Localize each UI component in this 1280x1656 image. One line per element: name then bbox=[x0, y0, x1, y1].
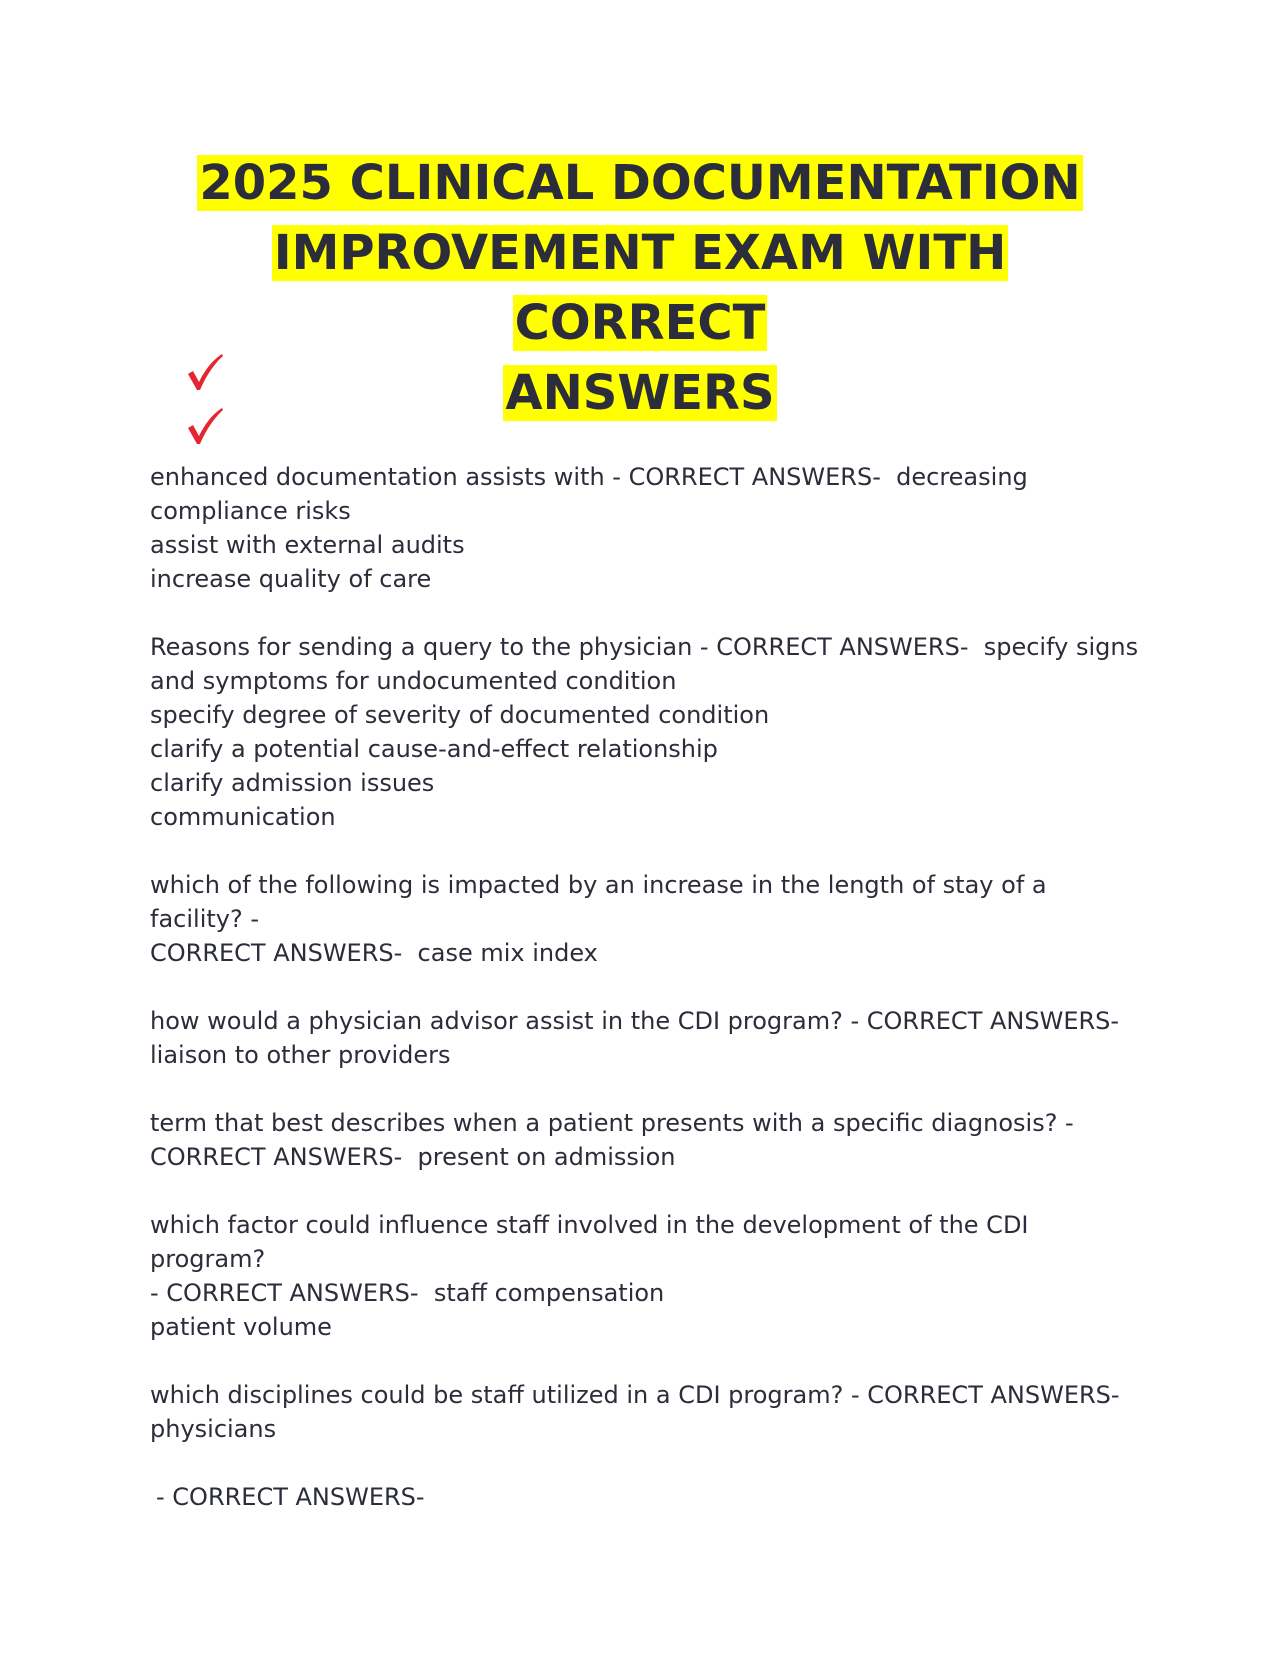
qa-line: liaison to other providers bbox=[150, 1041, 451, 1069]
qa-line: Reasons for sending a query to the physician - CORRECT ANSWERS- specify signs bbox=[150, 633, 1139, 661]
qa-line: term that best describes when a patient presents with a specific diagnosis? - bbox=[150, 1109, 1074, 1137]
qa-line: how would a physician advisor assist in the CDI program? - CORRECT ANSWERS- bbox=[150, 1007, 1120, 1035]
checkmark-icon bbox=[186, 406, 224, 446]
title-line-3: ANSWERS bbox=[505, 365, 775, 421]
title-line-2: IMPROVEMENT EXAM WITH CORRECT bbox=[273, 225, 1007, 351]
checkmark-group bbox=[186, 352, 224, 460]
qa-line: communication bbox=[150, 803, 336, 831]
qa-line: - CORRECT ANSWERS- staff compensation bbox=[150, 1279, 665, 1307]
qa-line: patient volume bbox=[150, 1313, 332, 1341]
qa-item bbox=[150, 1378, 1140, 1446]
qa-line: physicians bbox=[150, 1415, 277, 1443]
qa-line: CORRECT ANSWERS- present on admission bbox=[150, 1143, 676, 1171]
qa-item bbox=[150, 1208, 1140, 1344]
qa-item bbox=[150, 630, 1140, 834]
qa-item bbox=[150, 1004, 1140, 1072]
qa-item bbox=[150, 1106, 1140, 1174]
qa-line: compliance risks bbox=[150, 497, 351, 525]
qa-list bbox=[150, 460, 1140, 1548]
qa-line: clarify a potential cause-and-effect relationship bbox=[150, 735, 718, 763]
qa-item bbox=[150, 460, 1140, 596]
qa-line: which factor could influence staff involved in the development of the CDI program? bbox=[150, 1211, 1037, 1273]
title-line-1: 2025 CLINICAL DOCUMENTATION bbox=[199, 155, 1081, 211]
qa-line: and symptoms for undocumented condition bbox=[150, 667, 677, 695]
qa-item-trailing bbox=[150, 1480, 1140, 1514]
qa-line: which of the following is impacted by an increase in the length of stay of a facility? - bbox=[150, 871, 1055, 933]
qa-line: increase quality of care bbox=[150, 565, 432, 593]
qa-item bbox=[150, 868, 1140, 970]
qa-line: - CORRECT ANSWERS- bbox=[156, 1483, 425, 1511]
qa-line: assist with external audits bbox=[150, 531, 465, 559]
qa-line: which disciplines could be staff utilized in a CDI program? - CORRECT ANSWERS- bbox=[150, 1381, 1120, 1409]
page-title bbox=[150, 148, 1130, 428]
qa-line: enhanced documentation assists with - CORRECT ANSWERS- decreasing bbox=[150, 463, 1028, 491]
checkmark-icon bbox=[186, 352, 224, 392]
qa-line: clarify admission issues bbox=[150, 769, 435, 797]
qa-line: specify degree of severity of documented condition bbox=[150, 701, 770, 729]
qa-line: CORRECT ANSWERS- case mix index bbox=[150, 939, 598, 967]
